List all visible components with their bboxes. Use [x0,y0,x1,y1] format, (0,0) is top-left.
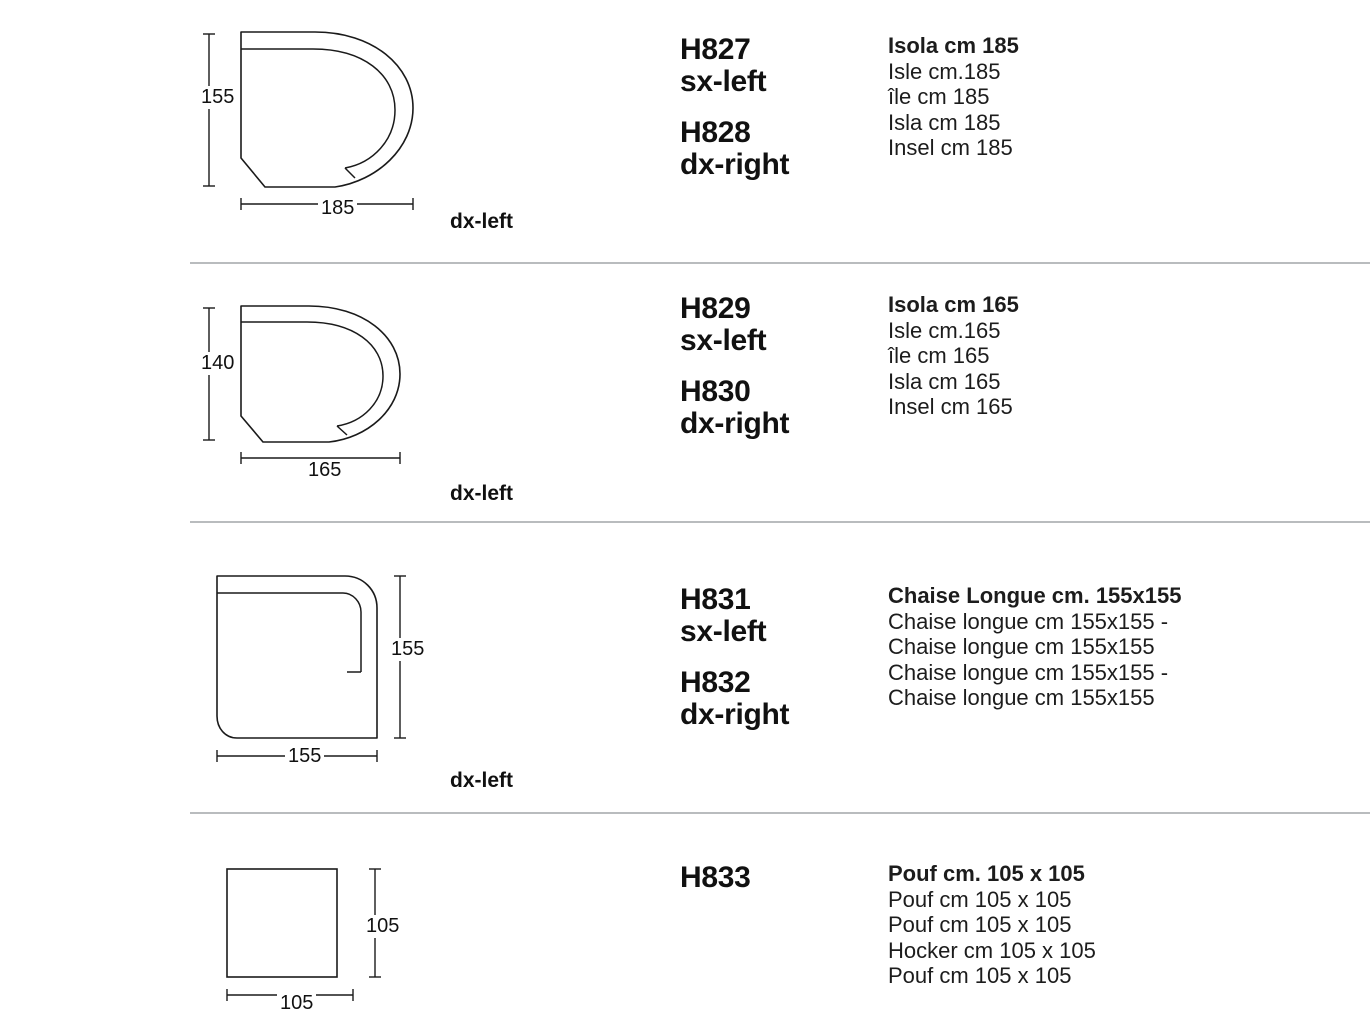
code-h827-side: sx-left [680,65,767,99]
code-group-h830 [680,376,789,441]
code-group-h829 [680,293,789,358]
dimension-width-label-row2: 165 [305,459,344,482]
description-line-row2-4: Insel cm 165 [888,394,1013,420]
code-group-h831 [680,584,789,649]
dimension-width-label-row4: 105 [277,992,316,1015]
code-h831-side: sx-left [680,615,767,649]
code-group-h832 [680,667,789,732]
code-block-row2 [680,293,789,441]
code-h829: H829 [680,292,751,325]
description-row3 [888,584,1188,711]
description-line-row4-2: Pouf cm 105 x 105 [888,912,1072,938]
code-h827: H827 [680,33,751,66]
dimension-height-label-row1: 155 [198,86,237,109]
description-line-row1-3: Isla cm 185 [888,109,1001,135]
dx-left-label-row1: dx-left [450,210,513,233]
description-row2 [888,293,1188,420]
code-h832: H832 [680,665,751,699]
description-line-row2-2: île cm 165 [888,343,990,369]
drawing-chaise-longue [195,560,445,770]
description-line-row2-1: Isle cm.165 [888,317,1001,343]
code-group-h828 [680,117,789,182]
description-row4 [888,862,1188,989]
dimension-height-label-row2: 140 [198,352,237,375]
dx-left-label-row2: dx-left [450,482,513,505]
drawing-isola-165 [195,288,445,488]
code-h828: H828 [680,115,751,149]
code-group-h833 [680,862,751,894]
code-h831: H831 [680,583,751,616]
row-divider-2 [190,521,1370,523]
code-h832-side: dx-right [680,698,790,732]
description-title-row3: Chaise Longue cm. 155x155 [888,583,1182,608]
description-line-row4-4: Pouf cm 105 x 105 [888,963,1072,989]
description-line-row1-4: Insel cm 185 [888,135,1013,161]
drawing-isola-185 [195,18,445,218]
description-line-row1-1: Isle cm.185 [888,58,1001,84]
dimension-width-label-row3: 155 [285,745,324,768]
description-line-row3-1: Chaise longue cm 155x155 - Chaise longue cm 155x155 [888,608,1169,660]
code-block-row1 [680,34,789,182]
description-line-row3-2: Chaise longue cm 155x155 - Chaise longue cm 155x155 [888,659,1169,711]
description-row1 [888,34,1188,161]
code-h829-side: sx-left [680,324,767,358]
description-title-row4: Pouf cm. 105 x 105 [888,861,1085,886]
description-title-row2: Isola cm 165 [888,292,1019,317]
dx-left-label-row3: dx-left [450,769,513,792]
description-title-row1: Isola cm 185 [888,33,1019,58]
row-divider-1 [190,262,1370,264]
description-line-row4-3: Hocker cm 105 x 105 [888,937,1096,963]
row-divider-3 [190,812,1370,814]
description-line-row1-2: île cm 185 [888,84,990,110]
description-line-row2-3: Isla cm 165 [888,368,1001,394]
code-h830: H830 [680,374,751,408]
dimension-width-label-row1: 185 [318,197,357,220]
code-h830-side: dx-right [680,407,790,441]
code-h828-side: dx-right [680,148,790,182]
dimension-height-label-row3: 155 [388,638,427,661]
description-line-row4-1: Pouf cm 105 x 105 [888,886,1072,912]
code-h833: H833 [680,861,751,894]
code-group-h827 [680,34,789,99]
code-block-row3 [680,584,789,732]
code-block-row4 [680,862,751,894]
dimension-height-label-row4: 105 [363,915,402,938]
